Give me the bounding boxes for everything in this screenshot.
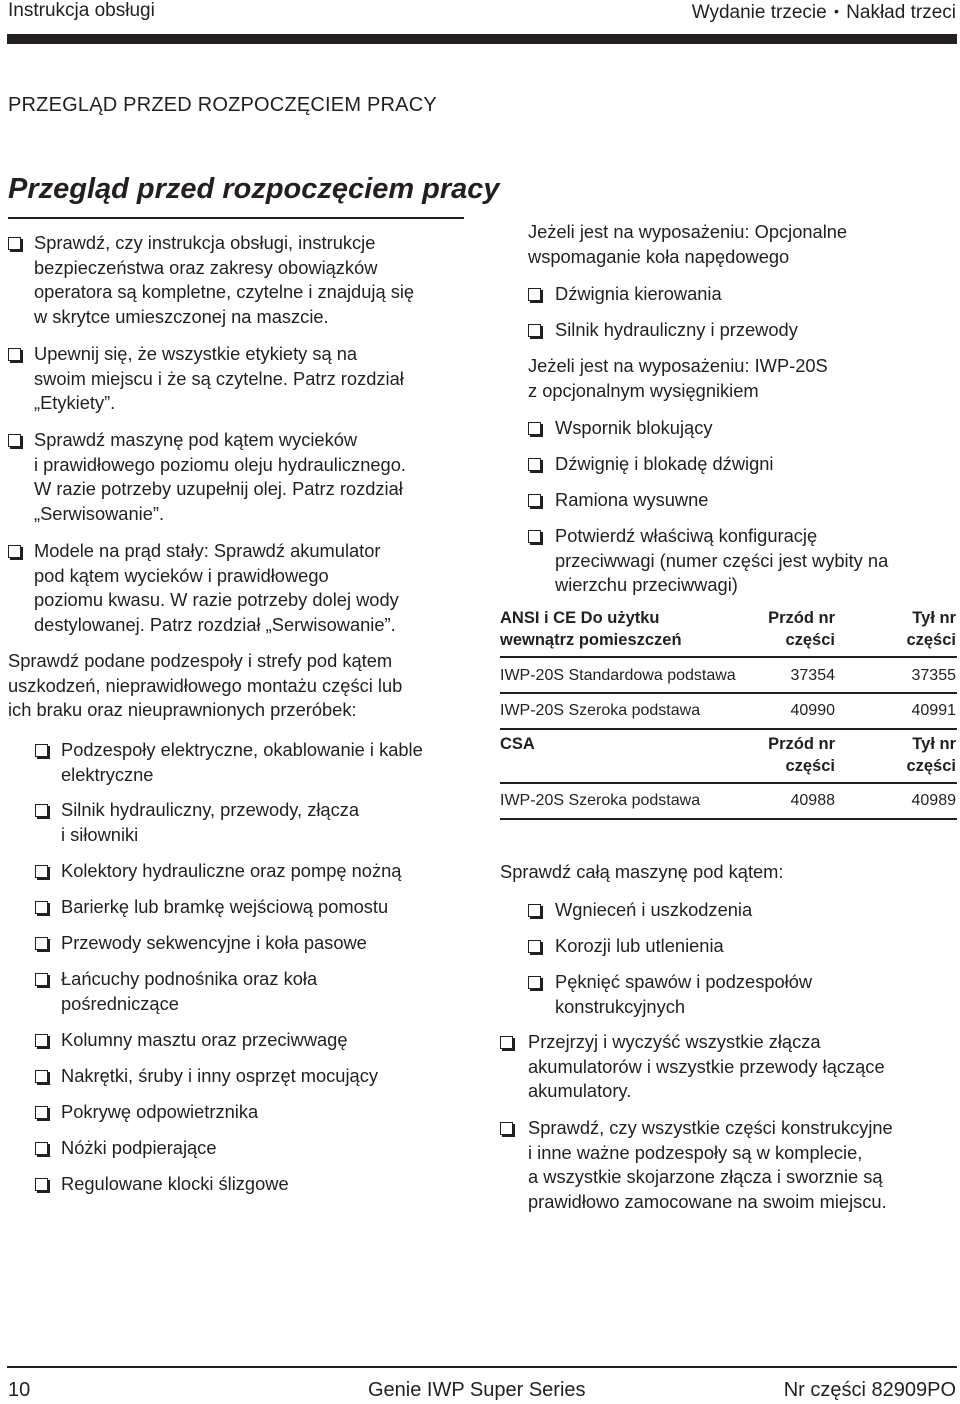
- option-text: Ramiona wysuwne: [555, 489, 709, 510]
- checkbox-icon: [528, 324, 541, 337]
- table-cell-model: IWP-20S Szeroka podstawa: [500, 702, 701, 719]
- machine-text: Wgnieceń i uszkodzenia: [555, 899, 753, 920]
- table-col-rear: Tył nr części: [906, 609, 956, 649]
- footer-part-number: [784, 1378, 956, 1402]
- checkbox-icon: [35, 744, 48, 757]
- title-rule: [8, 217, 464, 219]
- checklist-text: Sprawdź, czy instrukcja obsługi, instrukcje bezpieczeństwa oraz zakresy obowiązków operatora są kompletne, czytelne i znajdują się w skrytce umieszczonej na maszcie.: [34, 232, 415, 327]
- option-heading: Jeżeli jest na wyposażeniu: IWP-20S z opcjonalnym wysięgnikiem: [528, 355, 828, 401]
- checklist-text: Sprawdź maszynę pod kątem wycieków i prawidłowego poziomu oleju hydraulicznego. W razie potrzeby uzupełnij olej. Patrz rozdział „Serwisowanie”.: [34, 429, 406, 524]
- table-cell-model: IWP-20S Standardowa podstawa: [500, 667, 736, 684]
- component-text: Kolektory hydrauliczne oraz pompę nożną: [61, 860, 402, 881]
- footer-product: Genie IWP Super Series: [368, 1379, 586, 1401]
- table-cell-rear: 40991: [911, 702, 956, 719]
- component-text: Regulowane klocki ślizgowe: [61, 1173, 289, 1194]
- table-group-header: ANSI i CE Do użytku wewnątrz pomieszczeń: [500, 609, 682, 649]
- table-rule: [500, 656, 957, 658]
- checkbox-icon: [528, 940, 541, 953]
- header-edition: [692, 0, 956, 24]
- component-text: Silnik hydrauliczny, przewody, złącza i siłowniki: [61, 799, 360, 845]
- table-col-rear: Tył nr części: [906, 735, 956, 775]
- checkbox-icon: [35, 865, 48, 878]
- page-number: 10: [8, 1379, 31, 1401]
- table-rule: [500, 818, 957, 820]
- table-cell-front: 37354: [790, 667, 835, 684]
- header-manual-title: Instrukcja obsługi: [8, 0, 155, 21]
- checkbox-icon: [528, 904, 541, 917]
- checkbox-icon: [35, 1142, 48, 1155]
- checkbox-icon: [528, 530, 541, 543]
- footer-rule: [7, 1366, 957, 1368]
- machine-intro: Sprawdź całą maszynę pod kątem:: [500, 861, 784, 882]
- header-printing-text: Nakład trzeci: [846, 2, 956, 23]
- checkbox-icon: [35, 1070, 48, 1083]
- option-text: Wspornik blokujący: [555, 417, 713, 438]
- component-text: Łańcuchy podnośnika oraz koła pośredniczące: [61, 968, 318, 1014]
- checkbox-icon: [8, 237, 21, 250]
- checkbox-icon: [35, 804, 48, 817]
- checklist-text: Upewnij się, że wszystkie etykiety są na swoim miejscu i że są czytelne. Patrz rozdział „Etykiety”.: [34, 343, 404, 413]
- checkbox-icon: [8, 545, 21, 558]
- table-group-header: CSA: [500, 735, 535, 753]
- section-title: PRZEGLĄD PRZED ROZPOCZĘCIEM PRACY: [8, 94, 437, 116]
- component-text: Kolumny masztu oraz przeciwwagę: [61, 1029, 348, 1050]
- table-cell-model: IWP-20S Szeroka podstawa: [500, 792, 701, 809]
- component-text: Barierkę lub bramkę wejściową pomostu: [61, 896, 389, 917]
- checklist-text: Modele na prąd stały: Sprawdź akumulator pod kątem wycieków i prawidłowego poziomu kwasu. W razie potrzeby dolej wody destylowanej. Patrz rozdział „Serwisowanie”.: [34, 540, 399, 635]
- option-text: Dźwignia kierowania: [555, 283, 722, 304]
- component-text: Podzespoły elektryczne, okablowanie i kable elektryczne: [61, 739, 423, 785]
- checkbox-icon: [35, 937, 48, 950]
- machine-text: Korozji lub utlenienia: [555, 935, 724, 956]
- header-edition-text: Wydanie trzecie: [691, 2, 827, 23]
- checkbox-icon: [35, 973, 48, 986]
- table-rule: [500, 728, 957, 730]
- header-rule: [7, 34, 957, 44]
- checkbox-icon: [35, 901, 48, 914]
- checkbox-icon: [500, 1122, 513, 1135]
- components-intro: Sprawdź podane podzespoły i strefy pod kątem uszkodzeń, nieprawidłowego montażu części lub ich braku oraz nieuprawnionych przeróbek:: [8, 650, 403, 720]
- checklist-text: Sprawdź, czy wszystkie części konstrukcyjne i inne ważne podzespoły są w komplecie, a wszystkie skojarzone złącza i sworznie są prawidłowo zamocowane na swoim miejscu.: [528, 1117, 893, 1212]
- checkbox-icon: [500, 1036, 513, 1049]
- table-rule: [500, 692, 957, 694]
- checkbox-icon: [528, 422, 541, 435]
- option-heading: Jeżeli jest na wyposażeniu: Opcjonalne wspomaganie koła napędowego: [528, 221, 848, 267]
- table-col-front: Przód nr części: [768, 735, 835, 775]
- component-text: Nóżki podpierające: [61, 1137, 217, 1158]
- table-cell-front: 40988: [790, 792, 835, 809]
- page-title: Przegląd przed rozpoczęciem pracy: [8, 173, 500, 205]
- table-cell-rear: 37355: [911, 667, 956, 684]
- option-text: Silnik hydrauliczny i przewody: [555, 319, 798, 340]
- bullet-separator: •: [833, 3, 839, 19]
- checkbox-icon: [35, 1178, 48, 1191]
- table-cell-rear: 40989: [911, 792, 956, 809]
- checkbox-icon: [35, 1034, 48, 1047]
- checkbox-icon: [528, 494, 541, 507]
- checkbox-icon: [35, 1106, 48, 1119]
- checkbox-icon: [8, 348, 21, 361]
- checkbox-icon: [8, 434, 21, 447]
- machine-text: Pęknięć spawów i podzespołów konstrukcyjnych: [555, 971, 813, 1017]
- table-cell-front: 40990: [790, 702, 835, 719]
- table-col-front: Przód nr części: [768, 609, 835, 649]
- checklist-text: Przejrzyj i wyczyść wszystkie złącza akumulatorów i wszystkie przewody łączące akumulatory.: [528, 1031, 885, 1101]
- checkbox-icon: [528, 976, 541, 989]
- part-number-label: Nr części: [783, 1379, 866, 1401]
- checkbox-icon: [528, 288, 541, 301]
- component-text: Pokrywę odpowietrznika: [61, 1101, 259, 1122]
- component-text: Przewody sekwencyjne i koła pasowe: [61, 932, 367, 953]
- component-text: Nakrętki, śruby i inny osprzęt mocujący: [61, 1065, 378, 1086]
- table-rule: [500, 782, 957, 784]
- part-number-value: 82909PO: [871, 1379, 956, 1401]
- option-text: Dźwignię i blokadę dźwigni: [555, 453, 774, 474]
- option-text: Potwierdź właściwą konfigurację przeciwwagi (numer części jest wybity na wierzchu przeciwwagi): [555, 525, 889, 595]
- checkbox-icon: [528, 458, 541, 471]
